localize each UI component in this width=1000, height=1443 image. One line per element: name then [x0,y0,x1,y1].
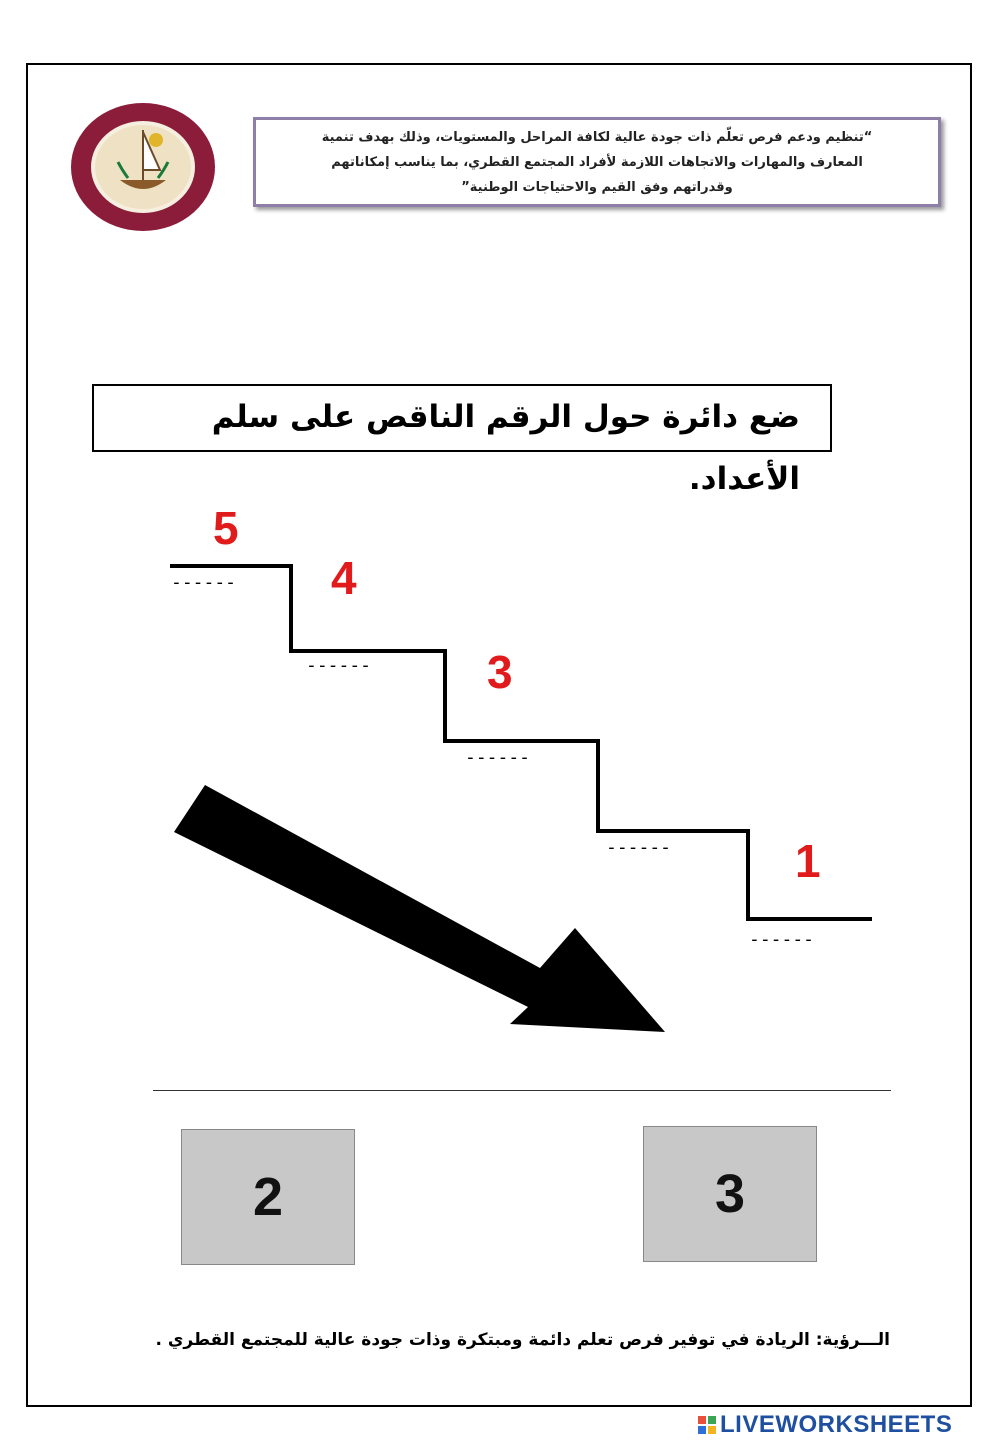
step-label-1: 1 [795,835,821,887]
step-dashes: ------ [465,747,531,768]
answer-option-3[interactable]: 3 [643,1126,817,1262]
step-label-5: 5 [213,502,239,554]
down-arrow [174,785,665,1032]
instruction-heading: ضع دائرة حول الرقم الناقص على سلم الأعداد. [92,384,832,452]
mission-line-2: المعارف والمهارات والاتجاهات اللازمة لأفراد المجتمع القطري، بما يناسب إمكاناتهم [331,155,863,170]
liveworksheets-watermark [698,1411,952,1439]
liveworksheets-icon [698,1416,716,1434]
vision-statement: الـــرؤية: الريادة في توفير فرص تعلم دائمة ومبتكرة وذات جودة عالية للمجتمع القطري . [155,1330,890,1350]
step-dashes: ------ [606,837,672,858]
step-dashes: ------ [749,929,815,950]
answer-option-2[interactable]: 2 [181,1129,355,1265]
step-dashes: ------ [171,572,237,593]
liveworksheets-text: LIVEWORKSHEETS [720,1411,953,1438]
mission-line-3: وقدراتهم وفق القيم والاحتياجات الوطنية” [461,180,733,195]
step-dashes: ------ [306,655,372,676]
divider-line [153,1090,891,1091]
step-label-4: 4 [331,552,357,604]
mission-line-1: “تنظيم ودعم فرص تعلّم ذات جودة عالية لكافة المراحل والمستويات، وذلك بهدف تنمية [321,130,873,145]
step-label-3: 3 [487,646,513,698]
